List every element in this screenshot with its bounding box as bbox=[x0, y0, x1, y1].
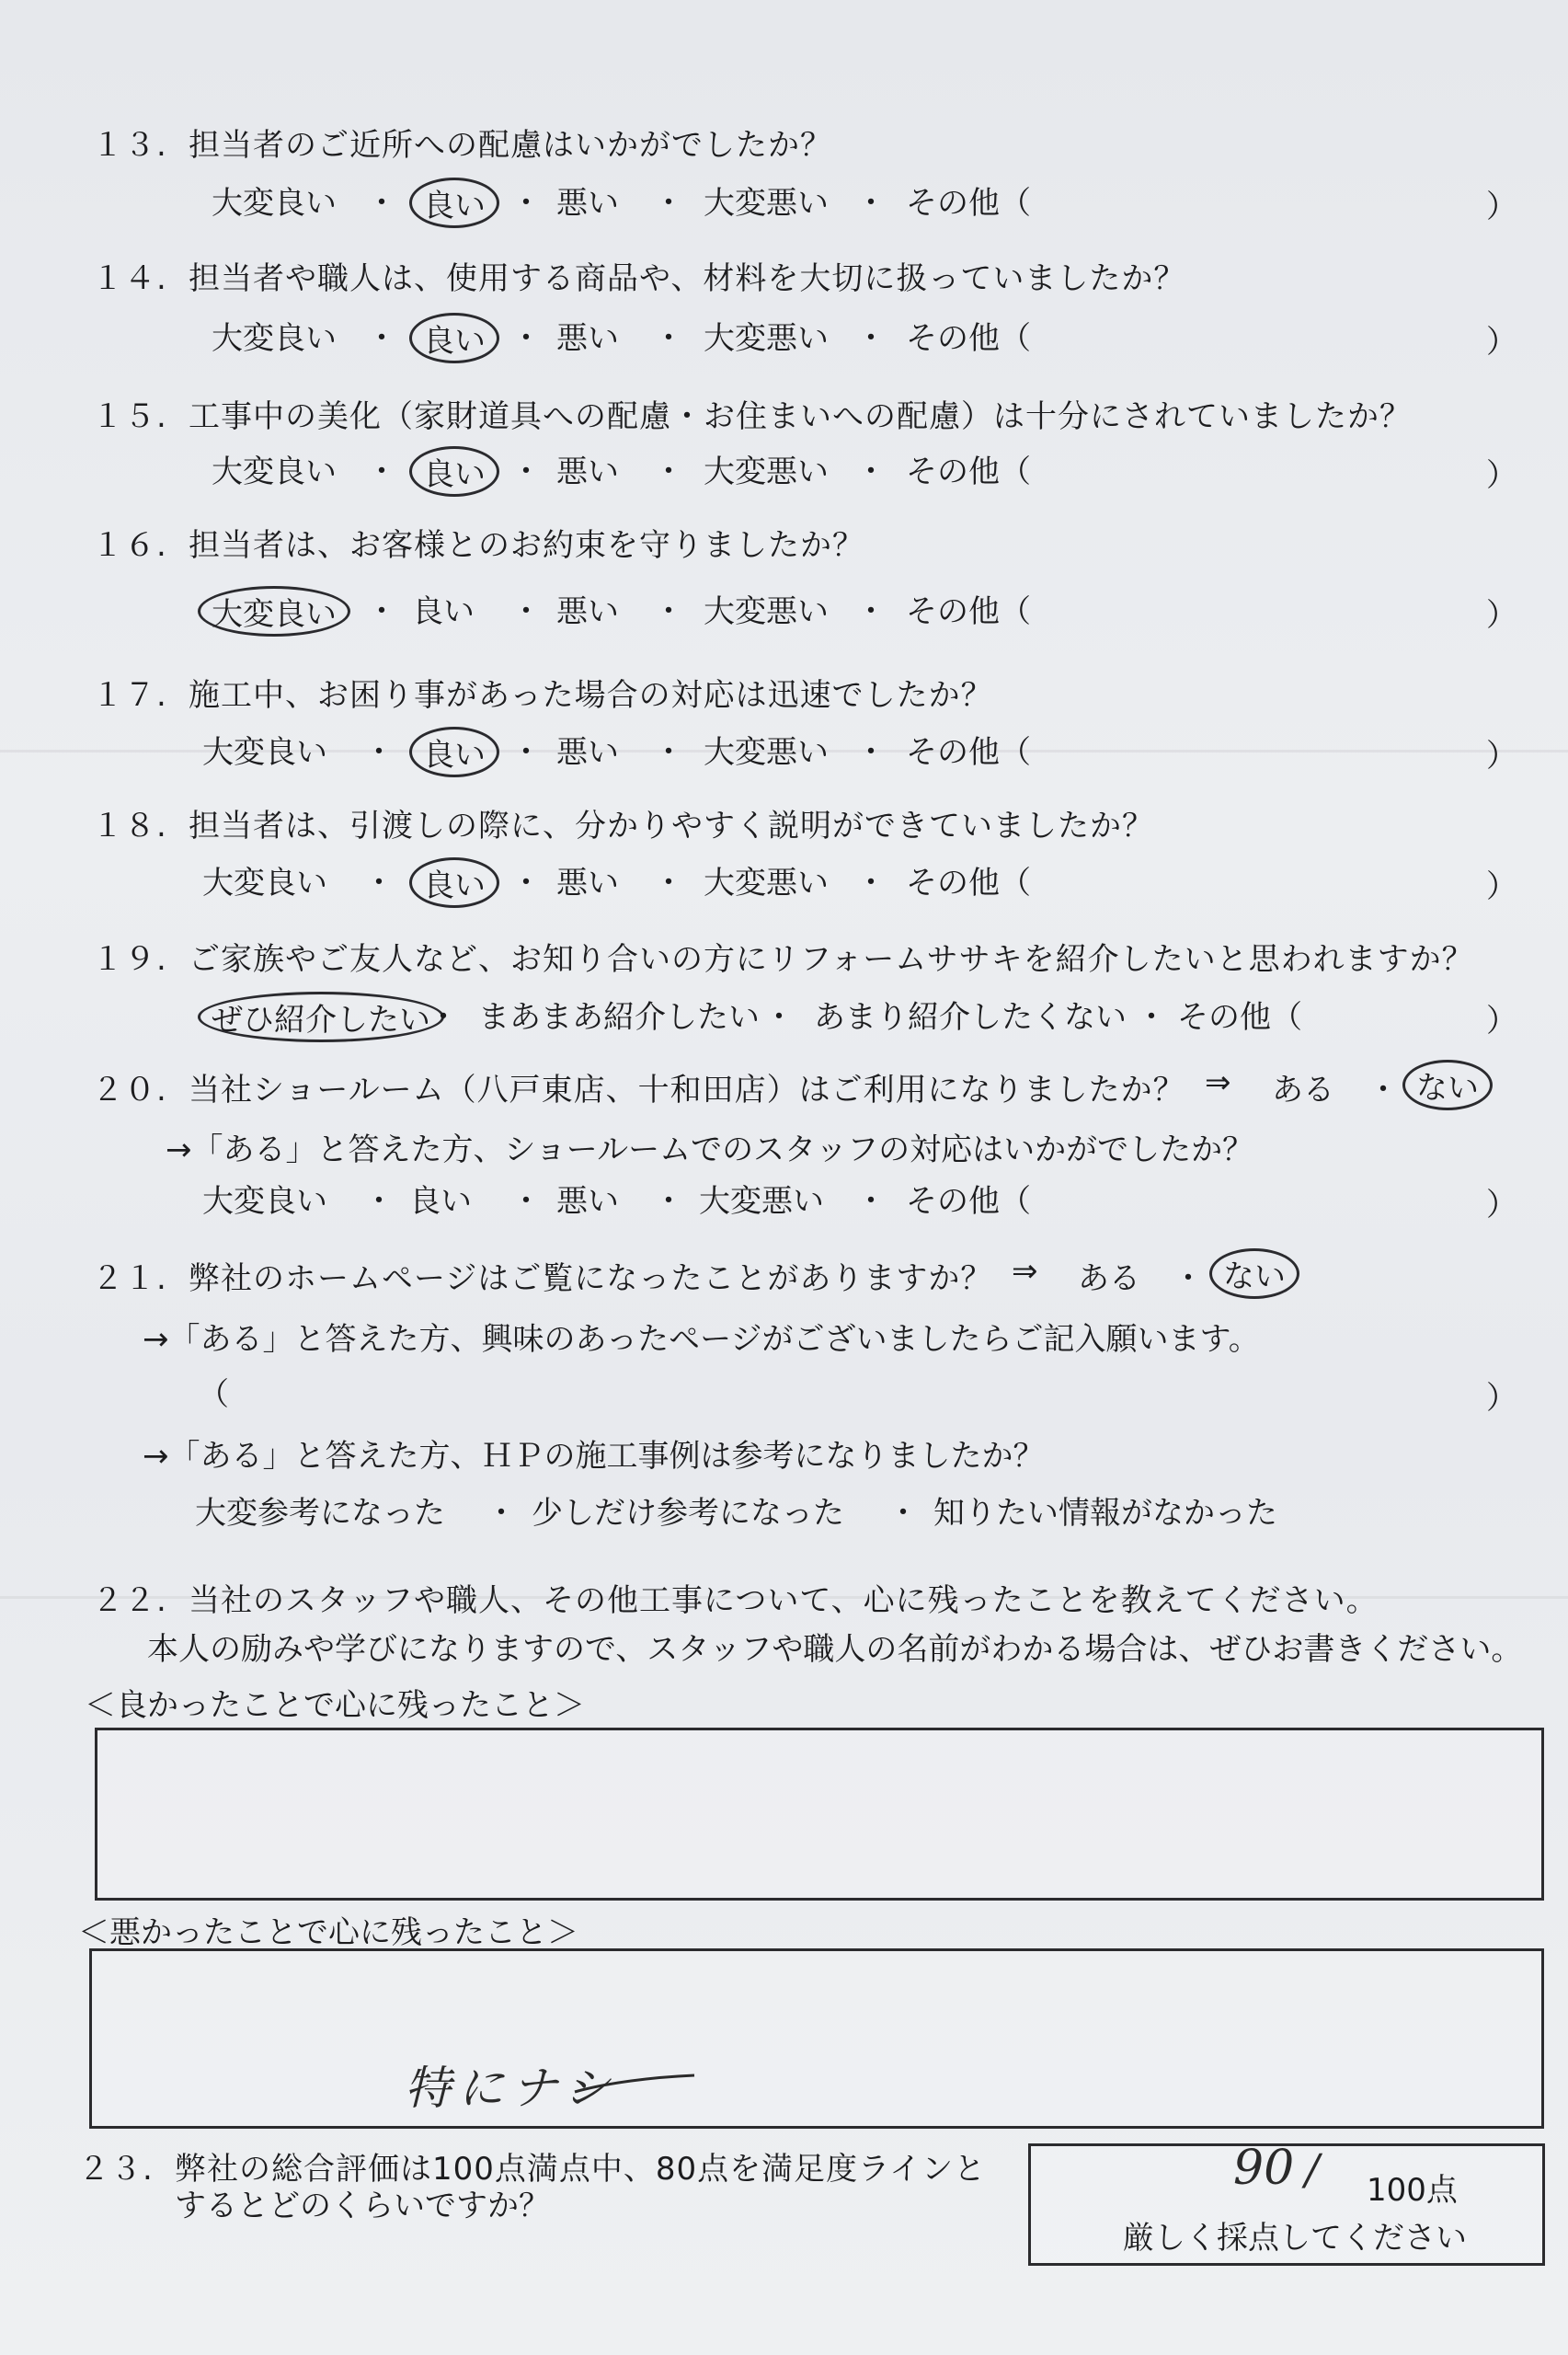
q21-sub-question-2: →「ある」と答えた方、ＨＰの施工事例は参考になりましたか？ bbox=[143, 1438, 1045, 1475]
separator: ・ bbox=[510, 1183, 542, 1220]
q16-text: 担当者は、お客様とのお約束を守りましたか？ bbox=[189, 527, 864, 564]
separator: ・ bbox=[653, 865, 684, 902]
separator: ・ bbox=[855, 865, 887, 902]
opt-slightly-helpful[interactable]: 少しだけ参考になった bbox=[532, 1495, 844, 1532]
paren-close: ） bbox=[1486, 1380, 1517, 1417]
separator: ・ bbox=[1173, 1260, 1204, 1297]
opt-bad[interactable]: 悪い bbox=[556, 734, 619, 771]
opt-very-good[interactable]: 大変良い bbox=[212, 185, 337, 222]
separator: ・ bbox=[763, 999, 795, 1036]
opt-very-bad[interactable]: 大変悪い bbox=[704, 734, 829, 771]
separator: ・ bbox=[366, 454, 397, 490]
bad-memory-box[interactable] bbox=[89, 1948, 1544, 2129]
opt-good-selected[interactable]: 良い bbox=[409, 178, 499, 228]
q22-question bbox=[92, 1575, 1379, 1620]
opt-very-bad[interactable]: 大変悪い bbox=[704, 320, 829, 357]
q21-sub-question-1: →「ある」と答えた方、興味のあったページがございましたらご記入願います。 bbox=[143, 1321, 1260, 1358]
q22-text: 当社のスタッフや職人、その他工事について、心に残ったことを教えてください。 bbox=[189, 1582, 1379, 1619]
separator: ・ bbox=[1136, 999, 1167, 1036]
separator: ・ bbox=[363, 734, 395, 771]
q16-options bbox=[202, 586, 1517, 632]
q20-sub-question: →「ある」と答えた方、ショールームでのスタッフの対応はいかがでしたか？ bbox=[166, 1132, 1254, 1168]
paren-open: （ bbox=[198, 1376, 229, 1413]
handwritten-stroke bbox=[570, 2072, 699, 2099]
separator: ・ bbox=[855, 454, 887, 490]
separator: ・ bbox=[653, 734, 684, 771]
separator: ・ bbox=[887, 1495, 919, 1532]
separator: ・ bbox=[363, 1183, 395, 1220]
score-handwritten: 90 bbox=[1233, 2141, 1295, 2196]
opt-very-bad[interactable]: 大変悪い bbox=[704, 593, 829, 630]
opt-very-bad[interactable]: 大変悪い bbox=[704, 865, 829, 902]
q20-yes[interactable]: ある bbox=[1272, 1072, 1334, 1109]
opt-good-selected[interactable]: 良い bbox=[409, 857, 499, 908]
q19-number: １９. bbox=[92, 941, 167, 978]
separator: ・ bbox=[366, 320, 397, 357]
q17-options bbox=[202, 727, 1517, 773]
q19-text: ご家族やご友人など、お知り合いの方にリフォームササキを紹介したいと思われますか？ bbox=[189, 941, 1474, 978]
q20-arrow: ⇒ bbox=[1205, 1064, 1231, 1101]
q13-options bbox=[202, 178, 1517, 224]
good-memory-label: ＜良かったことで心に残ったこと＞ bbox=[85, 1687, 585, 1724]
paren-close: ） bbox=[1486, 738, 1517, 775]
paren-close: ） bbox=[1486, 324, 1517, 361]
bad-memory-label: ＜悪かったことで心に残ったこと＞ bbox=[78, 1914, 578, 1951]
separator: ・ bbox=[653, 454, 684, 490]
q15-number: １５. bbox=[92, 398, 167, 435]
q21-freetext[interactable] bbox=[198, 1369, 1517, 1415]
paren-close: ） bbox=[1486, 597, 1517, 634]
opt-bad[interactable]: 悪い bbox=[556, 320, 619, 357]
q20-no-selected[interactable]: ない bbox=[1402, 1060, 1493, 1110]
opt-good-selected[interactable]: 良い bbox=[409, 446, 499, 497]
opt-very-good[interactable]: 大変良い bbox=[212, 454, 337, 490]
opt-not-really[interactable]: あまり紹介したくない bbox=[814, 999, 1127, 1036]
opt-other[interactable]: その他（ bbox=[906, 320, 1031, 357]
opt-other[interactable]: その他（ bbox=[906, 454, 1031, 490]
separator: ・ bbox=[855, 1183, 887, 1220]
separator: ・ bbox=[366, 593, 397, 630]
opt-bad[interactable]: 悪い bbox=[556, 865, 619, 902]
separator: ・ bbox=[1368, 1072, 1399, 1109]
opt-other[interactable]: その他（ bbox=[906, 734, 1031, 771]
opt-somewhat[interactable]: まあまあ紹介したい bbox=[478, 999, 760, 1036]
q13-question bbox=[92, 120, 832, 165]
opt-bad[interactable]: 悪い bbox=[556, 593, 619, 630]
q14-question bbox=[92, 253, 1185, 298]
separator: ・ bbox=[366, 185, 397, 222]
q16-number: １６. bbox=[92, 527, 167, 564]
q18-text: 担当者は、引渡しの際に、分かりやすく説明ができていましたか？ bbox=[189, 808, 1154, 844]
separator: ・ bbox=[510, 593, 542, 630]
q21-question bbox=[92, 1253, 992, 1298]
score-note: 厳しく採点してください bbox=[1123, 2220, 1467, 2257]
q15-question bbox=[92, 391, 1412, 436]
separator: ・ bbox=[510, 865, 542, 902]
opt-other[interactable]: その他（ bbox=[906, 1183, 1031, 1220]
opt-very-good[interactable]: 大変良い bbox=[212, 320, 337, 357]
opt-very-bad[interactable]: 大変悪い bbox=[704, 185, 829, 222]
paren-close: ） bbox=[1486, 189, 1517, 225]
opt-good[interactable]: 良い bbox=[412, 593, 475, 630]
q23-text: 弊社の総合評価は100点満点中、80点を満足度ラインと bbox=[175, 2151, 987, 2188]
separator: ・ bbox=[653, 1183, 684, 1220]
opt-other[interactable]: その他（ bbox=[1177, 999, 1302, 1036]
score-max: 100点 bbox=[1367, 2172, 1458, 2209]
separator: ・ bbox=[428, 999, 459, 1036]
q21-yes[interactable]: ある bbox=[1078, 1260, 1140, 1297]
opt-other[interactable]: その他（ bbox=[906, 865, 1031, 902]
opt-good[interactable]: 良い bbox=[409, 1183, 472, 1220]
opt-other[interactable]: その他（ bbox=[906, 593, 1031, 630]
score-box[interactable] bbox=[1028, 2143, 1545, 2266]
q21-no-selected[interactable]: ない bbox=[1209, 1248, 1299, 1299]
q19-options bbox=[202, 992, 1517, 1038]
opt-bad[interactable]: 悪い bbox=[556, 454, 619, 490]
opt-good-selected[interactable]: 良い bbox=[409, 727, 499, 777]
separator: ・ bbox=[510, 320, 542, 357]
opt-other[interactable]: その他（ bbox=[906, 185, 1031, 222]
q18-options bbox=[202, 857, 1517, 903]
paren-close: ） bbox=[1486, 1003, 1517, 1040]
opt-very-good[interactable]: 大変良い bbox=[202, 1183, 327, 1220]
q15-options bbox=[202, 446, 1517, 492]
separator: ・ bbox=[653, 185, 684, 222]
q17-question bbox=[92, 670, 993, 715]
bad-memory-handwritten-answer: 特にナシ bbox=[405, 2062, 617, 2115]
separator: ・ bbox=[855, 320, 887, 357]
q21-text: 弊社のホームページはご覧になったことがありますか？ bbox=[189, 1260, 993, 1297]
separator: ・ bbox=[653, 320, 684, 357]
separator: ・ bbox=[510, 734, 542, 771]
q17-text: 施工中、お困り事があった場合の対応は迅速でしたか？ bbox=[189, 677, 993, 714]
separator: ・ bbox=[363, 865, 395, 902]
opt-very-good[interactable]: 大変良い bbox=[202, 865, 327, 902]
q18-number: １８. bbox=[92, 808, 167, 844]
q14-text: 担当者や職人は、使用する商品や、材料を大切に扱っていましたか？ bbox=[189, 260, 1186, 297]
q16-question bbox=[92, 520, 864, 565]
separator: ・ bbox=[510, 454, 542, 490]
q20-options bbox=[202, 1176, 1517, 1222]
q13-number: １３. bbox=[92, 127, 167, 164]
q18-question bbox=[92, 800, 1154, 845]
q20-question bbox=[92, 1064, 1185, 1109]
q13-text: 担当者のご近所への配慮はいかがでしたか？ bbox=[189, 127, 832, 164]
good-memory-box[interactable] bbox=[95, 1728, 1544, 1901]
q15-text: 工事中の美化（家財道具への配慮・お住まいへの配慮）は十分にされていましたか？ bbox=[189, 398, 1412, 435]
score-slash: / bbox=[1305, 2144, 1320, 2194]
paren-close: ） bbox=[1486, 1187, 1517, 1223]
q22-number: ２２. bbox=[92, 1582, 167, 1619]
q14-options bbox=[202, 313, 1517, 359]
q21-arrow: ⇒ bbox=[1012, 1253, 1038, 1290]
opt-no-info[interactable]: 知りたい情報がなかった bbox=[933, 1495, 1277, 1532]
opt-very-bad[interactable]: 大変悪い bbox=[704, 454, 829, 490]
separator: ・ bbox=[855, 593, 887, 630]
opt-definitely-selected[interactable]: ぜひ紹介したい bbox=[198, 992, 444, 1042]
q17-number: １７. bbox=[92, 677, 167, 714]
opt-very-helpful[interactable]: 大変参考になった bbox=[195, 1495, 445, 1532]
separator: ・ bbox=[653, 593, 684, 630]
q14-number: １４. bbox=[92, 260, 167, 297]
q23-number: ２３. bbox=[78, 2151, 154, 2188]
separator: ・ bbox=[855, 185, 887, 222]
q21-number: ２１. bbox=[92, 1260, 167, 1297]
q22-text-2: 本人の励みや学びになりますので、スタッフや職人の名前がわかる場合は、ぜひお書きください。 bbox=[147, 1631, 1523, 1668]
opt-very-good-selected[interactable]: 大変良い bbox=[198, 586, 350, 637]
separator: ・ bbox=[855, 734, 887, 771]
separator: ・ bbox=[510, 185, 542, 222]
q20-text: 当社ショールーム（八戸東店、十和田店）はご利用になりましたか？ bbox=[189, 1072, 1185, 1109]
opt-very-bad[interactable]: 大変悪い bbox=[699, 1183, 824, 1220]
q23-text-2: するとどのくらいですか？ bbox=[175, 2188, 550, 2224]
opt-very-good[interactable]: 大変良い bbox=[202, 734, 327, 771]
paren-close: ） bbox=[1486, 457, 1517, 494]
opt-good-selected[interactable]: 良い bbox=[409, 313, 499, 363]
q19-question bbox=[92, 934, 1474, 979]
q20-number: ２０. bbox=[92, 1072, 167, 1109]
paren-close: ） bbox=[1486, 868, 1517, 905]
opt-bad[interactable]: 悪い bbox=[556, 1183, 619, 1220]
opt-bad[interactable]: 悪い bbox=[556, 185, 619, 222]
separator: ・ bbox=[486, 1495, 517, 1532]
